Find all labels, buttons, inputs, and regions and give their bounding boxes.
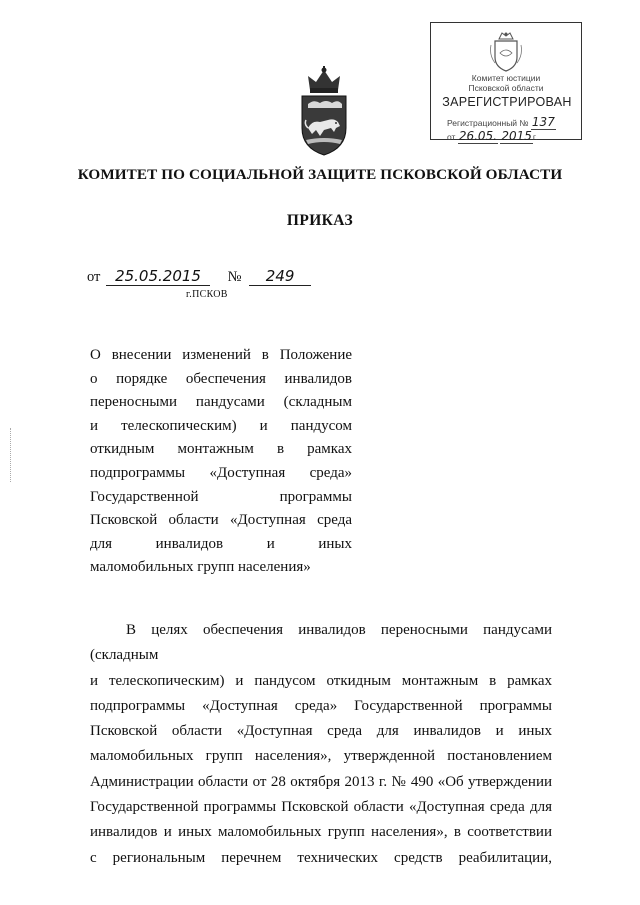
subject-line: маломобильных групп населения» <box>90 559 311 576</box>
body-line: с региональным перечнем технических средств реабилитации, <box>90 849 552 866</box>
subject-line: и телескопическим) и пандусом <box>90 417 352 434</box>
stamp-number-line <box>447 115 556 129</box>
subject-line: для инвалидов и иных <box>90 535 352 552</box>
body-line: В целях обеспечения инвалидов переносными пандусами (складным <box>90 622 552 664</box>
stamp-year-handwritten: 2015 <box>501 129 532 143</box>
subject-line: переносными пандусами (складным <box>90 394 352 411</box>
body-line: и телескопическим) и пандусом откидным монтажным в рамках <box>90 672 552 689</box>
body-line: инвалидов и иных маломобильных групп населения», в соответствии <box>90 824 552 841</box>
document-type: ПРИКАЗ <box>286 212 354 229</box>
subject-line: О внесении изменений в Положение <box>90 347 352 363</box>
subject-line: Государственной программы <box>90 488 352 505</box>
stamp-number-handwritten: 137 <box>531 115 555 129</box>
order-number-handwritten: 249 <box>249 268 311 286</box>
city-label: г.ПСКОВ <box>186 289 228 300</box>
subject-line: подпрограммы «Доступная среда» <box>90 464 352 481</box>
stamp-date-prefix: от <box>447 132 456 142</box>
coat-of-arms-icon <box>298 66 350 156</box>
number-sign: № <box>227 269 242 285</box>
stamp-org-line: Псковской области <box>468 83 544 93</box>
order-date-handwritten: 25.05.2015 <box>106 268 210 286</box>
body-line: маломобильных групп населения», утвержденной постановлением <box>90 748 552 765</box>
stamp-date-handwritten: 26.05. <box>458 129 497 143</box>
subject-line: о порядке обеспечения инвалидов <box>90 370 352 387</box>
stamp-registered-label: ЗАРЕГИСТРИРОВАН <box>442 95 572 109</box>
subject-line: Псковской области «Доступная среда <box>90 512 352 529</box>
subject-line: откидным монтажным в рамках <box>90 441 352 458</box>
order-subject <box>90 344 352 580</box>
body-line: Администрации области от 28 октября 2013 г. № 490 «Об утверждении <box>90 773 552 790</box>
registration-stamp <box>430 22 582 143</box>
body-line: Псковской области «Доступная среда для инвалидов и иных <box>90 723 552 740</box>
order-body <box>90 618 552 871</box>
stamp-number-label: Регистрационный № <box>447 118 529 128</box>
body-line: Государственной программы Псковской области «Доступная среда для <box>90 799 552 816</box>
body-line: подпрограммы «Доступная среда» Государственной программы <box>90 697 552 714</box>
date-prefix: от <box>87 269 101 285</box>
stamp-date-line <box>447 129 537 143</box>
stamp-organization <box>431 73 581 93</box>
stamp-coat-of-arms-icon <box>487 29 525 73</box>
stamp-org-line: Комитет юстиции <box>471 73 541 83</box>
margin-mark <box>10 428 14 482</box>
stamp-date-suffix: г. <box>532 132 538 142</box>
organization-title: КОМИТЕТ ПО СОЦИАЛЬНОЙ ЗАЩИТЕ ПСКОВСКОЙ ОБЛАСТИ <box>77 166 563 183</box>
order-date-number-row <box>87 268 311 286</box>
